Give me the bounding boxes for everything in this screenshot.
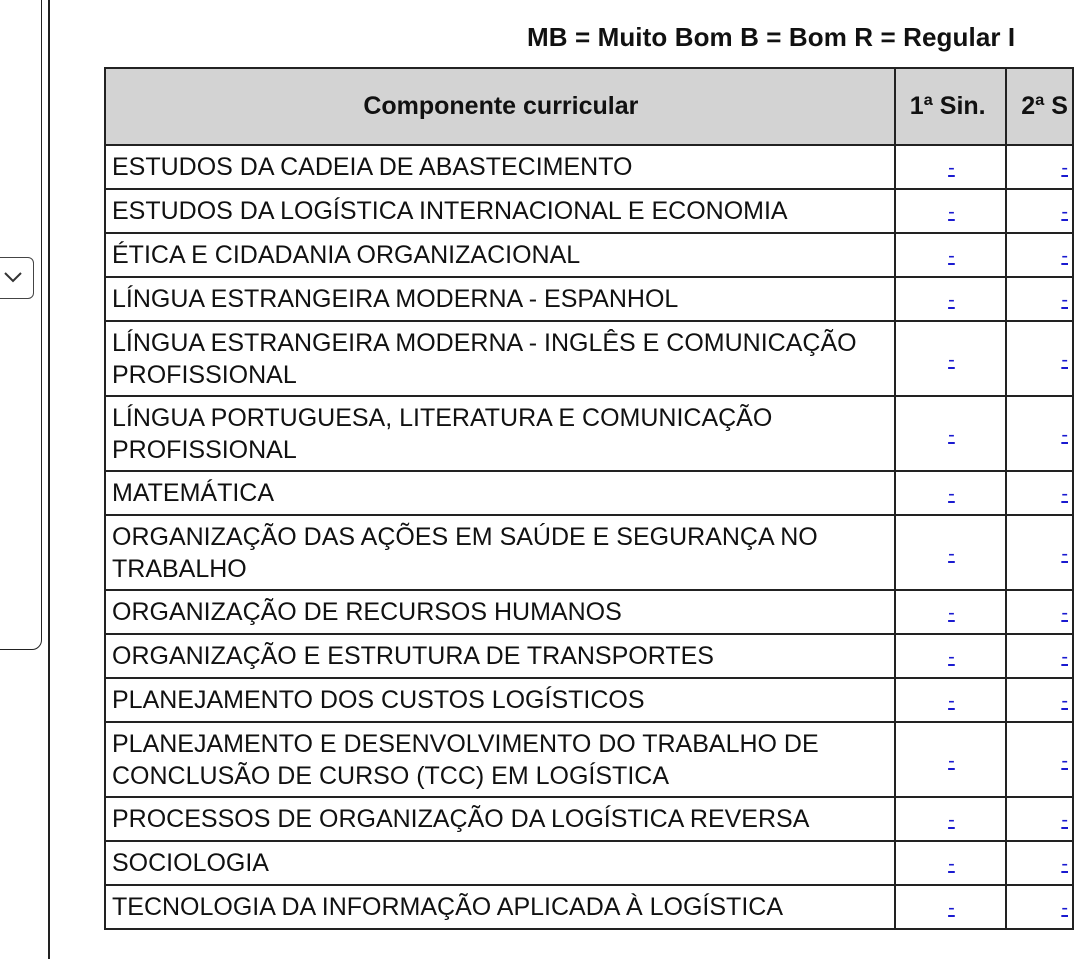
grade-cell-sin1 bbox=[895, 189, 1007, 233]
grade-cell-sin1 bbox=[895, 722, 1007, 797]
grade-link[interactable]: - bbox=[1061, 542, 1068, 565]
grade-link[interactable]: - bbox=[1061, 897, 1068, 919]
table-row bbox=[105, 678, 1073, 722]
table-row bbox=[105, 634, 1073, 678]
header-component: Componente curricular bbox=[105, 68, 895, 145]
grade-cell-sin1 bbox=[895, 885, 1007, 929]
grade-cell-sin2 bbox=[1006, 321, 1073, 396]
grade-link[interactable]: - bbox=[1061, 809, 1068, 831]
grade-link[interactable]: - bbox=[948, 348, 955, 371]
grade-cell-sin1 bbox=[895, 797, 1007, 841]
grade-link[interactable]: - bbox=[1061, 423, 1068, 446]
table-row bbox=[105, 396, 1073, 471]
grade-cell-sin1 bbox=[895, 321, 1007, 396]
grade-cell-sin1 bbox=[895, 471, 1007, 515]
grade-cell-sin2 bbox=[1006, 189, 1073, 233]
component-name: TECNOLOGIA DA INFORMAÇÃO APLICADA À LOGÍSTICA bbox=[105, 885, 895, 929]
component-name: ORGANIZAÇÃO E ESTRUTURA DE TRANSPORTES bbox=[105, 634, 895, 678]
grade-link[interactable]: - bbox=[948, 423, 955, 446]
grade-link[interactable]: - bbox=[948, 245, 955, 267]
grade-cell-sin2 bbox=[1006, 145, 1073, 189]
table-row bbox=[105, 189, 1073, 233]
table-row bbox=[105, 885, 1073, 929]
grade-link[interactable]: - bbox=[1061, 483, 1068, 505]
grade-link[interactable]: - bbox=[1061, 749, 1068, 772]
grade-cell-sin1 bbox=[895, 233, 1007, 277]
grade-cell-sin2 bbox=[1006, 678, 1073, 722]
header-sin2: 2ª S bbox=[1006, 68, 1073, 145]
table-row bbox=[105, 471, 1073, 515]
component-name: ESTUDOS DA LOGÍSTICA INTERNACIONAL E ECONOMIA bbox=[105, 189, 895, 233]
component-name: PLANEJAMENTO E DESENVOLVIMENTO DO TRABALHO DE CONCLUSÃO DE CURSO (TCC) EM LOGÍSTICA bbox=[105, 722, 895, 797]
grade-cell-sin2 bbox=[1006, 885, 1073, 929]
table-row bbox=[105, 233, 1073, 277]
grade-cell-sin1 bbox=[895, 277, 1007, 321]
table-row bbox=[105, 277, 1073, 321]
grade-cell-sin2 bbox=[1006, 233, 1073, 277]
component-name: SOCIOLOGIA bbox=[105, 841, 895, 885]
grade-cell-sin2 bbox=[1006, 515, 1073, 590]
table-row bbox=[105, 590, 1073, 634]
grade-link[interactable]: - bbox=[1061, 853, 1068, 875]
grade-cell-sin2 bbox=[1006, 277, 1073, 321]
grade-cell-sin2 bbox=[1006, 471, 1073, 515]
grade-link[interactable]: - bbox=[1061, 690, 1068, 712]
grade-link[interactable]: - bbox=[1061, 646, 1068, 668]
grade-cell-sin2 bbox=[1006, 797, 1073, 841]
select-dropdown-toggle[interactable] bbox=[0, 257, 34, 299]
grade-cell-sin1 bbox=[895, 145, 1007, 189]
component-name: LÍNGUA PORTUGUESA, LITERATURA E COMUNICAÇÃO PROFISSIONAL bbox=[105, 396, 895, 471]
grade-link[interactable]: - bbox=[948, 289, 955, 311]
component-name: LÍNGUA ESTRANGEIRA MODERNA - INGLÊS E COMUNICAÇÃO PROFISSIONAL bbox=[105, 321, 895, 396]
component-name: MATEMÁTICA bbox=[105, 471, 895, 515]
grade-link[interactable]: - bbox=[948, 853, 955, 875]
grade-link[interactable]: - bbox=[948, 749, 955, 772]
table-row bbox=[105, 145, 1073, 189]
component-name: PLANEJAMENTO DOS CUSTOS LOGÍSTICOS bbox=[105, 678, 895, 722]
component-name: PROCESSOS DE ORGANIZAÇÃO DA LOGÍSTICA REVERSA bbox=[105, 797, 895, 841]
grade-link[interactable]: - bbox=[1061, 289, 1068, 311]
grade-cell-sin2 bbox=[1006, 634, 1073, 678]
component-name: ORGANIZAÇÃO DE RECURSOS HUMANOS bbox=[105, 590, 895, 634]
grade-link[interactable]: - bbox=[948, 690, 955, 712]
grade-cell-sin1 bbox=[895, 590, 1007, 634]
grade-link[interactable]: - bbox=[1061, 201, 1068, 223]
grade-link[interactable]: - bbox=[948, 157, 955, 179]
table-header-row bbox=[105, 68, 1073, 145]
component-name: ÉTICA E CIDADANIA ORGANIZACIONAL bbox=[105, 233, 895, 277]
header-sin1: 1ª Sin. bbox=[895, 68, 1007, 145]
grades-table bbox=[104, 67, 1074, 930]
grade-cell-sin2 bbox=[1006, 841, 1073, 885]
table-row bbox=[105, 841, 1073, 885]
grade-cell-sin1 bbox=[895, 396, 1007, 471]
grade-link[interactable]: - bbox=[948, 897, 955, 919]
grade-cell-sin1 bbox=[895, 841, 1007, 885]
grade-link[interactable]: - bbox=[948, 602, 955, 624]
grade-link[interactable]: - bbox=[1061, 348, 1068, 371]
table-row bbox=[105, 515, 1073, 590]
grade-cell-sin1 bbox=[895, 678, 1007, 722]
grade-link[interactable]: - bbox=[948, 809, 955, 831]
table-row bbox=[105, 722, 1073, 797]
grade-cell-sin1 bbox=[895, 515, 1007, 590]
grade-link[interactable]: - bbox=[948, 483, 955, 505]
component-name: ORGANIZAÇÃO DAS AÇÕES EM SAÚDE E SEGURANÇA NO TRABALHO bbox=[105, 515, 895, 590]
table-row bbox=[105, 321, 1073, 396]
vertical-divider bbox=[48, 0, 50, 959]
grades-table-body bbox=[105, 145, 1073, 929]
grade-link[interactable]: - bbox=[1061, 157, 1068, 179]
grade-cell-sin2 bbox=[1006, 590, 1073, 634]
left-panel bbox=[0, 0, 42, 650]
grade-link[interactable]: - bbox=[1061, 245, 1068, 267]
chevron-down-icon bbox=[3, 270, 23, 284]
grade-cell-sin2 bbox=[1006, 722, 1073, 797]
grade-cell-sin1 bbox=[895, 634, 1007, 678]
grade-link[interactable]: - bbox=[948, 646, 955, 668]
grade-link[interactable]: - bbox=[948, 542, 955, 565]
component-name: ESTUDOS DA CADEIA DE ABASTECIMENTO bbox=[105, 145, 895, 189]
table-row bbox=[105, 797, 1073, 841]
component-name: LÍNGUA ESTRANGEIRA MODERNA - ESPANHOL bbox=[105, 277, 895, 321]
grade-cell-sin2 bbox=[1006, 396, 1073, 471]
grade-link[interactable]: - bbox=[1061, 602, 1068, 624]
grade-legend: MB = Muito Bom B = Bom R = Regular I bbox=[527, 22, 1016, 52]
grade-link[interactable]: - bbox=[948, 201, 955, 223]
